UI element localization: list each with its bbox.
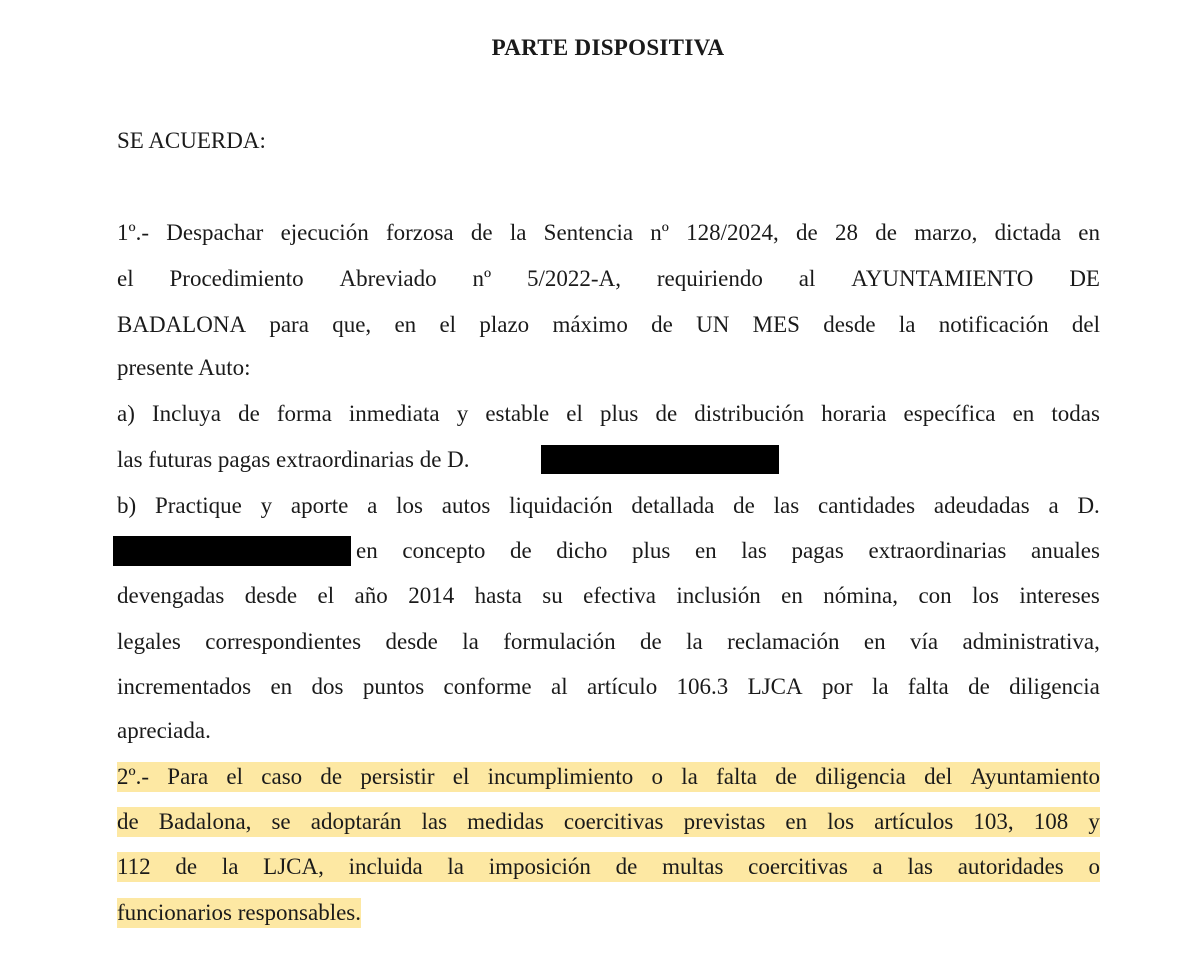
redacted-name-block — [541, 445, 779, 474]
text-line: el Procedimiento Abreviado nº 5/2022-A, requiriendo al AYUNTAMIENTO DE — [117, 266, 1100, 291]
text-line: b) Practique y aporte a los autos liquidación detallada de las cantidades adeudadas a D. — [117, 493, 1100, 518]
highlighted-text-line: funcionarios responsables. — [117, 898, 361, 928]
agreement-heading: SE ACUERDA: — [117, 128, 266, 153]
text-line: a) Incluya de forma inmediata y estable el plus de distribución horaria específica en todas — [117, 401, 1100, 426]
text-line: apreciada. — [117, 718, 211, 743]
text-line: BADALONA para que, en el plazo máximo de UN MES desde la notificación del — [117, 312, 1100, 337]
text-line: 1º.- Despachar ejecución forzosa de la Sentencia nº 128/2024, de 28 de marzo, dictada en — [117, 220, 1100, 245]
highlighted-text-line: 2º.- Para el caso de persistir el incumplimiento o la falta de diligencia del Ayuntamiento — [117, 762, 1100, 792]
highlighted-text-line: 112 de la LJCA, incluida la imposición de multas coercitivas a las autoridades o — [117, 852, 1100, 882]
text-line: las futuras pagas extraordinarias de D. — [117, 447, 470, 472]
text-line: incrementados en dos puntos conforme al artículo 106.3 LJCA por la falta de diligencia — [117, 674, 1100, 699]
redacted-name-block — [113, 536, 351, 566]
text-line: en concepto de dicho plus en las pagas extraordinarias anuales — [356, 538, 1100, 563]
document-title: PARTE DISPOSITIVA — [491, 35, 725, 60]
highlighted-text-line: de Badalona, se adoptarán las medidas coercitivas previstas en los artículos 103, 108 y — [117, 807, 1100, 837]
text-line: devengadas desde el año 2014 hasta su efectiva inclusión en nómina, con los intereses — [117, 583, 1100, 608]
text-line: legales correspondientes desde la formulación de la reclamación en vía administrativa, — [117, 629, 1100, 654]
text-line: presente Auto: — [117, 355, 251, 380]
